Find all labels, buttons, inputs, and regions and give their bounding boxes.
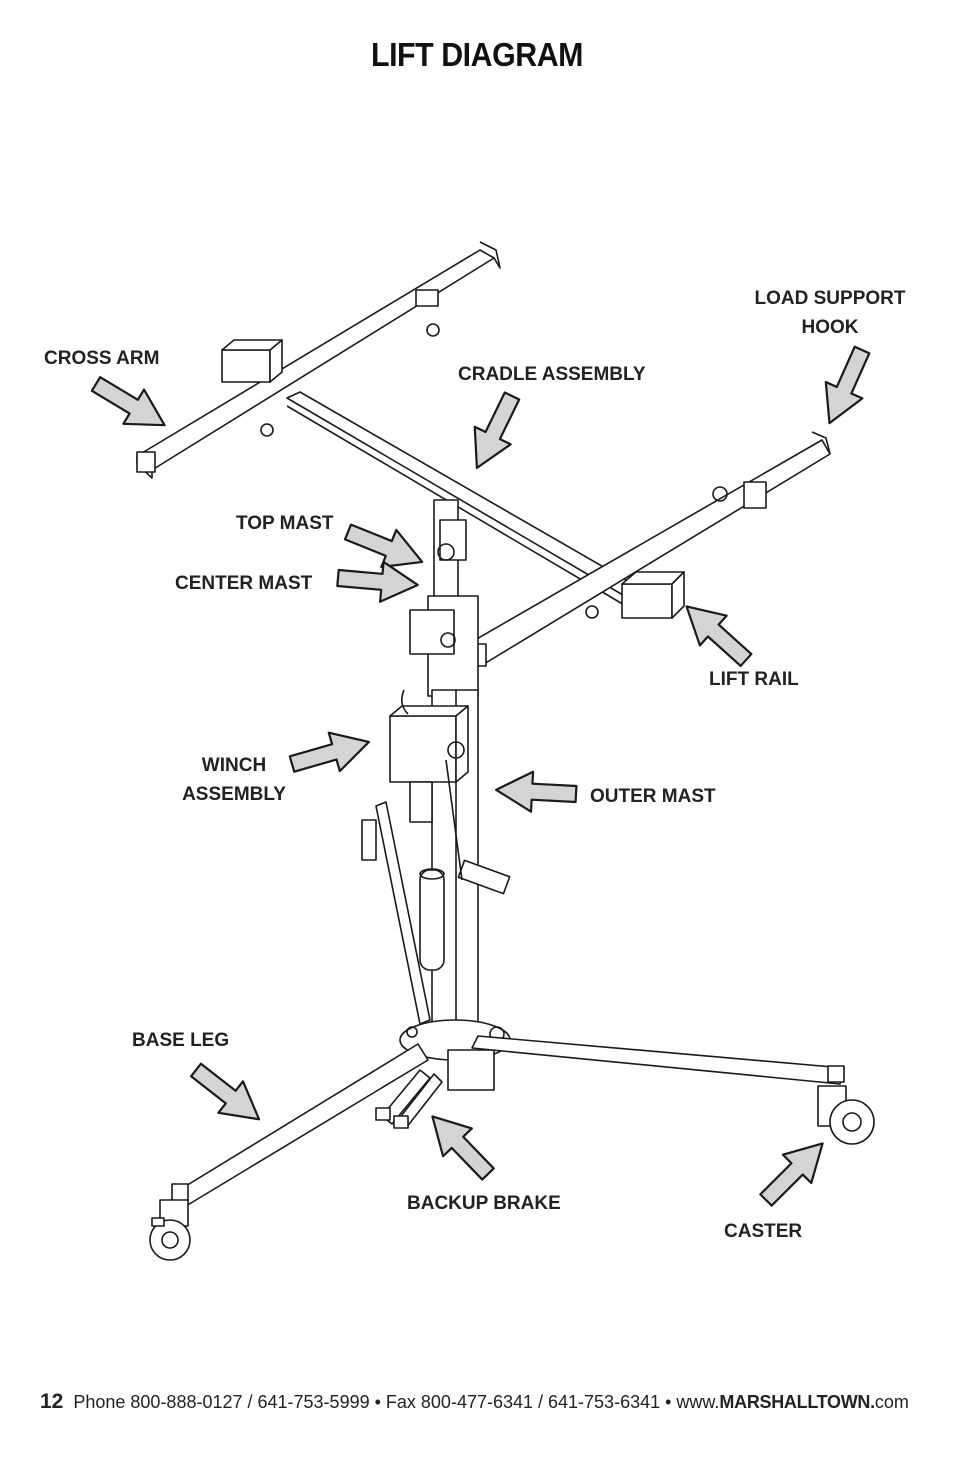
footer-brand: MARSHALLTOWN. xyxy=(719,1392,875,1412)
label-top-mast: TOP MAST xyxy=(236,513,334,534)
footer-contact: Phone 800-888-0127 / 641-753-5999 • Fax 800-477-6341 / 641-753-6341 • www. xyxy=(73,1392,720,1412)
label-outer-mast: OUTER MAST xyxy=(590,786,716,807)
label-cradle-assembly: CRADLE ASSEMBLY xyxy=(458,364,646,385)
label-lift-rail: LIFT RAIL xyxy=(709,669,799,690)
page-number: 12 xyxy=(40,1390,64,1413)
footer-tld: com xyxy=(874,1392,909,1412)
label-caster: CASTER xyxy=(724,1221,803,1242)
label-cross-arm: CROSS ARM xyxy=(44,348,160,369)
backup-brake-arrow xyxy=(418,1103,502,1188)
label-base-leg: BASE LEG xyxy=(132,1030,230,1051)
winch-assembly-arrow xyxy=(286,723,374,784)
label-backup-brake: BACKUP BRAKE xyxy=(407,1193,561,1214)
label-winch-assembly xyxy=(176,751,292,809)
outer-mast-arrow xyxy=(495,770,577,814)
base-leg-arrow xyxy=(184,1054,272,1135)
label-winch-assembly-line2: ASSEMBLY xyxy=(182,784,286,805)
page-title: LIFT DIAGRAM xyxy=(370,36,584,73)
page-footer xyxy=(40,1390,909,1414)
label-load-support-hook xyxy=(750,284,910,342)
cross-arm-arrow xyxy=(86,367,175,442)
label-load-support-hook-line2: HOOK xyxy=(801,317,859,338)
lift-rail-arrow xyxy=(673,592,759,675)
caster-arrow xyxy=(752,1129,837,1214)
center-mast-arrow xyxy=(336,558,419,605)
label-winch-assembly-line1: WINCH xyxy=(201,755,267,776)
label-load-support-hook-line1: LOAD SUPPORT xyxy=(754,288,906,309)
label-center-mast: CENTER MAST xyxy=(175,573,313,594)
load-support-hook-arrow xyxy=(811,342,880,431)
cradle-assembly-arrow xyxy=(459,387,530,476)
